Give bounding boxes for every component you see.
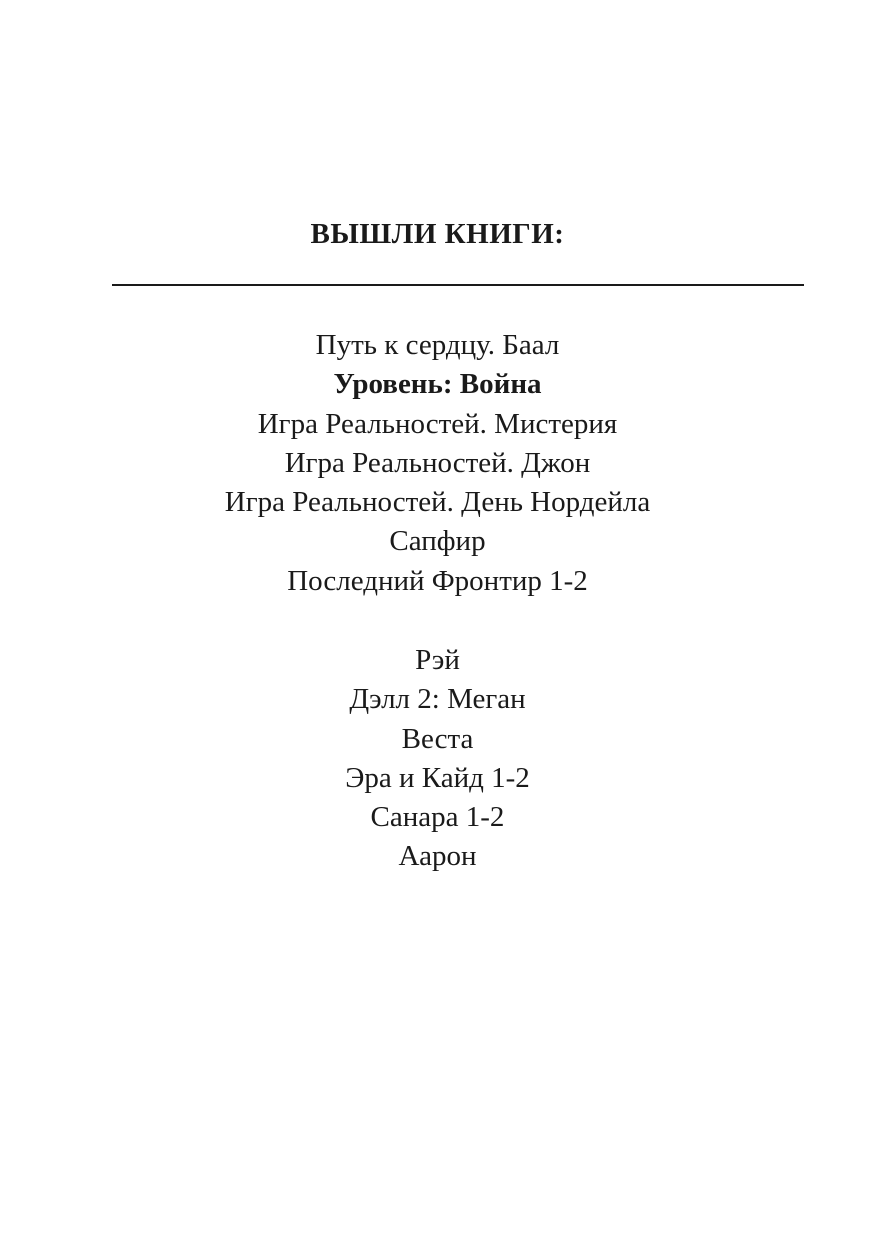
book-title: Игра Реальностей. Мистерия — [257, 407, 618, 440]
book-list-group-one — [0, 326, 875, 601]
book-title: Путь к сердцу. Баал — [315, 329, 560, 361]
book-title: Санара 1-2 — [370, 801, 505, 834]
book-list-group-two — [0, 641, 875, 877]
book-title: Игра Реальностей. Джон — [284, 446, 591, 479]
book-title: Сапфир — [389, 525, 486, 558]
horizontal-rule — [112, 284, 804, 286]
book-title: Последний Фронтир 1-2 — [287, 564, 588, 597]
book-title: Аарон — [398, 840, 477, 873]
page-heading: ВЫШЛИ КНИГИ: — [310, 218, 565, 250]
book-title-highlighted: Уровень: Война — [333, 368, 542, 401]
book-title: Рэй — [415, 644, 460, 676]
book-title: Дэлл 2: Меган — [349, 683, 526, 716]
book-title: Эра и Кайд 1-2 — [345, 761, 530, 794]
book-title: Веста — [401, 722, 474, 755]
book-title: Игра Реальностей. День Нордейла — [224, 486, 651, 519]
